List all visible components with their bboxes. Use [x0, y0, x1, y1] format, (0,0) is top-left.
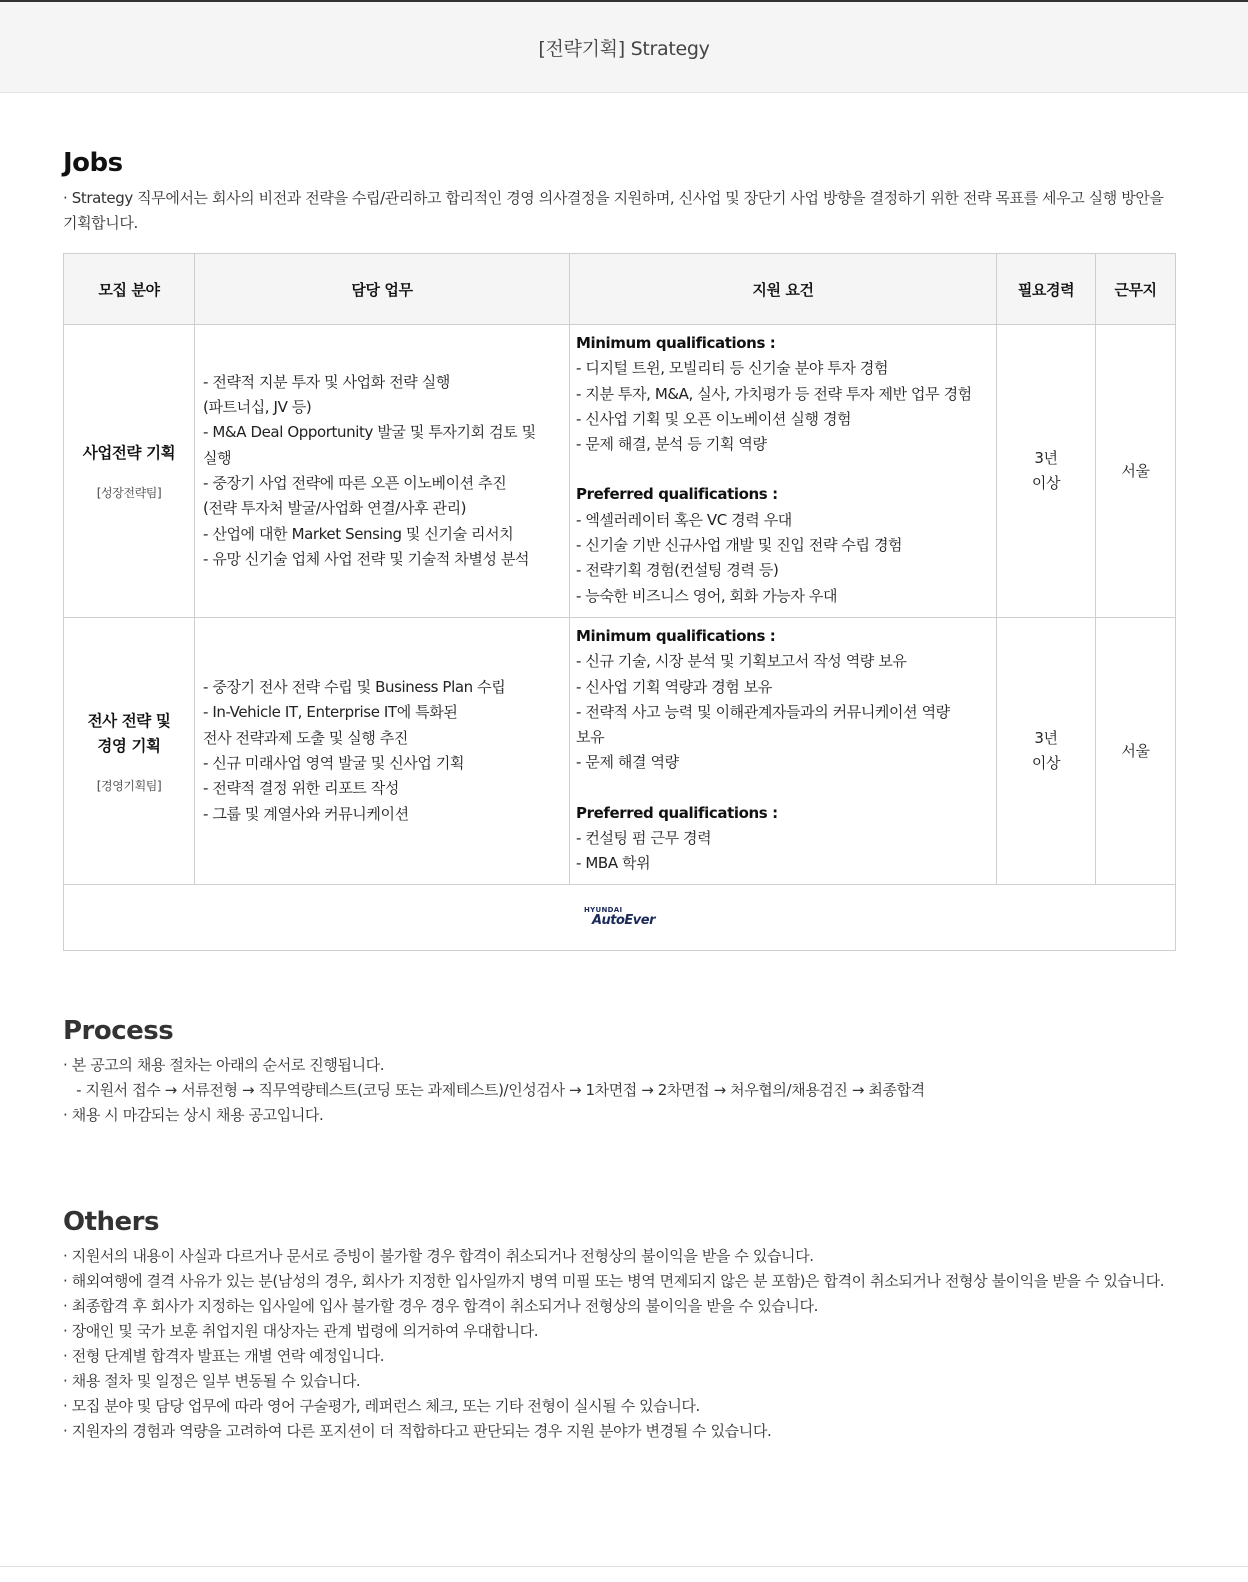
requirements-cell	[570, 325, 997, 618]
min-qual-heading: Minimum qualifications :	[576, 627, 776, 645]
logo-row	[64, 885, 1176, 951]
duties-cell	[195, 325, 570, 618]
pref-qual-line: - MBA 학위	[576, 854, 651, 873]
others-line: · 최종합격 후 회사가 지정하는 입사일에 입사 불가할 경우 경우 합격이 취소되거나 전형상의 불이익을 받을 수 있습니다.	[63, 1297, 818, 1315]
location-cell: 서울	[1096, 325, 1176, 618]
duty-line: (전략 투자처 발굴/사업화 연결/사후 관리)	[203, 499, 467, 518]
field-name: 전사 전략 및	[87, 711, 171, 730]
requirements-cell	[570, 618, 997, 885]
page-title: [전략기획] Strategy	[538, 37, 710, 60]
spacer	[576, 776, 990, 801]
others-body	[63, 1244, 1173, 1444]
pref-qual-line: - 컨설팅 펌 근무 경력	[576, 829, 712, 848]
duty-line: - 산업에 대한 Market Sensing 및 신기술 리서치	[203, 524, 514, 543]
min-qual-line: - 전략적 사고 능력 및 이해관계자들과의 커뮤니케이션 역량	[576, 702, 950, 721]
experience-suffix: 이상	[1031, 474, 1061, 492]
duty-line: - 중장기 전사 전략 수립 및 Business Plan 수립	[203, 678, 506, 697]
min-qual-line: - 문제 해결, 분석 등 기획 역량	[576, 435, 767, 454]
hyundai-autoever-logo	[584, 907, 655, 927]
experience-years: 3년	[1034, 729, 1058, 747]
logo-line-2: AutoEver	[591, 913, 656, 928]
pref-qual-line: - 전략기획 경험(컨설팅 경력 등)	[576, 561, 779, 580]
duty-line: - In-Vehicle IT, Enterprise IT에 특화된	[203, 703, 458, 722]
process-body	[63, 1053, 1173, 1128]
duty-line: - 중장기 사업 전략에 따른 오픈 이노베이션 추진	[203, 474, 507, 492]
min-qual-line: - 문제 해결 역량	[576, 753, 679, 772]
process-line: · 채용 시 마감되는 상시 채용 공고입니다.	[63, 1106, 324, 1124]
bottom-divider	[0, 1566, 1248, 1567]
others-line: · 장애인 및 국가 보훈 취업지원 대상자는 관계 법령에 의거하여 우대합니다.	[63, 1322, 539, 1340]
pref-qual-line: - 신기술 기반 신규사업 개발 및 진입 전략 수립 경험	[576, 536, 903, 555]
process-line: - 지원서 접수 → 서류전형 → 직무역량테스트(코딩 또는 과제테스트)/인성검사 → 1차면접 → 2차면접 → 처우협의/채용검진 → 최종합격	[63, 1081, 925, 1099]
others-line: · 지원자의 경험과 역량을 고려하여 다른 포지션이 더 적합하다고 판단되는 경우 지원 분야가 변경될 수 있습니다.	[63, 1422, 772, 1440]
process-line: · 본 공고의 채용 절차는 아래의 순서로 진행됩니다.	[63, 1056, 385, 1074]
pref-qual-line: - 능숙한 비즈니스 영어, 회화 가능자 우대	[576, 586, 838, 605]
others-line: · 해외여행에 결격 사유가 있는 분(남성의 경우, 회사가 지정한 입사일까지 병역 미필 또는 병역 면제되지 않은 분 포함)은 합격이 취소되거나 전형상 불이익을 받을 수 있습니다.	[63, 1272, 1165, 1290]
jobs-intro	[63, 186, 1173, 236]
duty-line: 실행	[203, 448, 232, 467]
duties-cell	[195, 618, 570, 885]
table-row	[64, 618, 1176, 885]
duty-line: (파트너십, JV 등)	[203, 398, 312, 417]
experience-cell	[997, 618, 1096, 885]
others-line: · 지원서의 내용이 사실과 다르거나 문서로 증빙이 불가할 경우 합격이 취소되거나 전형상의 불이익을 받을 수 있습니다.	[63, 1247, 814, 1265]
min-qual-heading: Minimum qualifications :	[576, 334, 776, 352]
field-name: 사업전략 기획	[82, 444, 176, 462]
min-qual-line: - 지분 투자, M&A, 실사, 가치평가 등 전략 투자 제반 업무 경험	[576, 384, 972, 403]
duty-line: - 유망 신기술 업체 사업 전략 및 기술적 차별성 분석	[203, 549, 530, 568]
pref-qual-line: - 엑셀러레이터 혹은 VC 경력 우대	[576, 510, 792, 529]
field-cell	[64, 325, 195, 618]
pref-qual-heading: Preferred qualifications :	[576, 485, 778, 504]
header-field: 모집 분야	[64, 254, 195, 325]
others-line: · 전형 단계별 합격자 발표는 개별 연락 예정입니다.	[63, 1347, 385, 1365]
min-qual-line: - 디지털 트윈, 모빌리티 등 신기술 분야 투자 경험	[576, 359, 889, 378]
duty-line: - M&A Deal Opportunity 발굴 및 투자기회 검토 및	[203, 423, 536, 442]
header-duties: 담당 업무	[195, 254, 570, 325]
min-qual-line: 보유	[576, 728, 605, 747]
duty-line: - 전략적 지분 투자 및 사업화 전략 실행	[203, 372, 450, 391]
jobs-heading: Jobs	[63, 148, 123, 178]
duty-line: - 신규 미래사업 영역 발굴 및 신사업 기획	[203, 754, 465, 772]
min-qual-line: - 신사업 기획 역량과 경험 보유	[576, 677, 772, 696]
duty-line: - 그룹 및 계열사와 커뮤니케이션	[203, 804, 409, 823]
jobs-intro-text: · Strategy 직무에서는 회사의 비전과 전략을 수립/관리하고 합리적인 경영 의사결정을 지원하며, 신사업 및 장단기 사업 방향을 결정하기 위한 전략 목표를 세우고 실행 방안을 기획합니다.	[63, 189, 1168, 232]
header-requirements: 지원 요건	[570, 254, 997, 325]
process-heading: Process	[63, 1016, 174, 1046]
experience-cell	[997, 325, 1096, 618]
duty-line: - 전략적 결정 위한 리포트 작성	[203, 779, 399, 798]
pref-qual-heading: Preferred qualifications :	[576, 803, 778, 822]
experience-years: 3년	[1034, 449, 1058, 467]
header-experience: 필요경력	[997, 254, 1096, 325]
min-qual-line: - 신사업 기획 및 오픈 이노베이션 실행 경험	[576, 409, 852, 428]
duty-line: 전사 전략과제 도출 및 실행 추진	[203, 728, 409, 747]
field-name: 경영 기획	[97, 736, 161, 755]
table-header-row	[64, 254, 1176, 325]
team-name: [경영기획팀]	[96, 778, 162, 793]
logo-line-1: HYUNDAI	[583, 906, 623, 914]
experience-suffix: 이상	[1031, 754, 1061, 772]
min-qual-line: - 신규 기술, 시장 분석 및 기획보고서 작성 역량 보유	[576, 652, 907, 671]
header-location: 근무지	[1096, 254, 1176, 325]
others-line: · 모집 분야 및 담당 업무에 따라 영어 구술평가, 레퍼런스 체크, 또는 기타 전형이 실시될 수 있습니다.	[63, 1397, 700, 1415]
field-cell	[64, 618, 195, 885]
logo-cell	[64, 885, 1176, 951]
others-heading: Others	[63, 1207, 159, 1237]
spacer	[576, 457, 990, 482]
header-bar	[0, 2, 1248, 93]
location-cell: 서울	[1096, 618, 1176, 885]
team-name: [성장전략팀]	[96, 486, 162, 500]
table-row	[64, 325, 1176, 618]
others-line: · 채용 절차 및 일정은 일부 변동될 수 있습니다.	[63, 1372, 361, 1390]
jobs-table	[63, 253, 1176, 951]
